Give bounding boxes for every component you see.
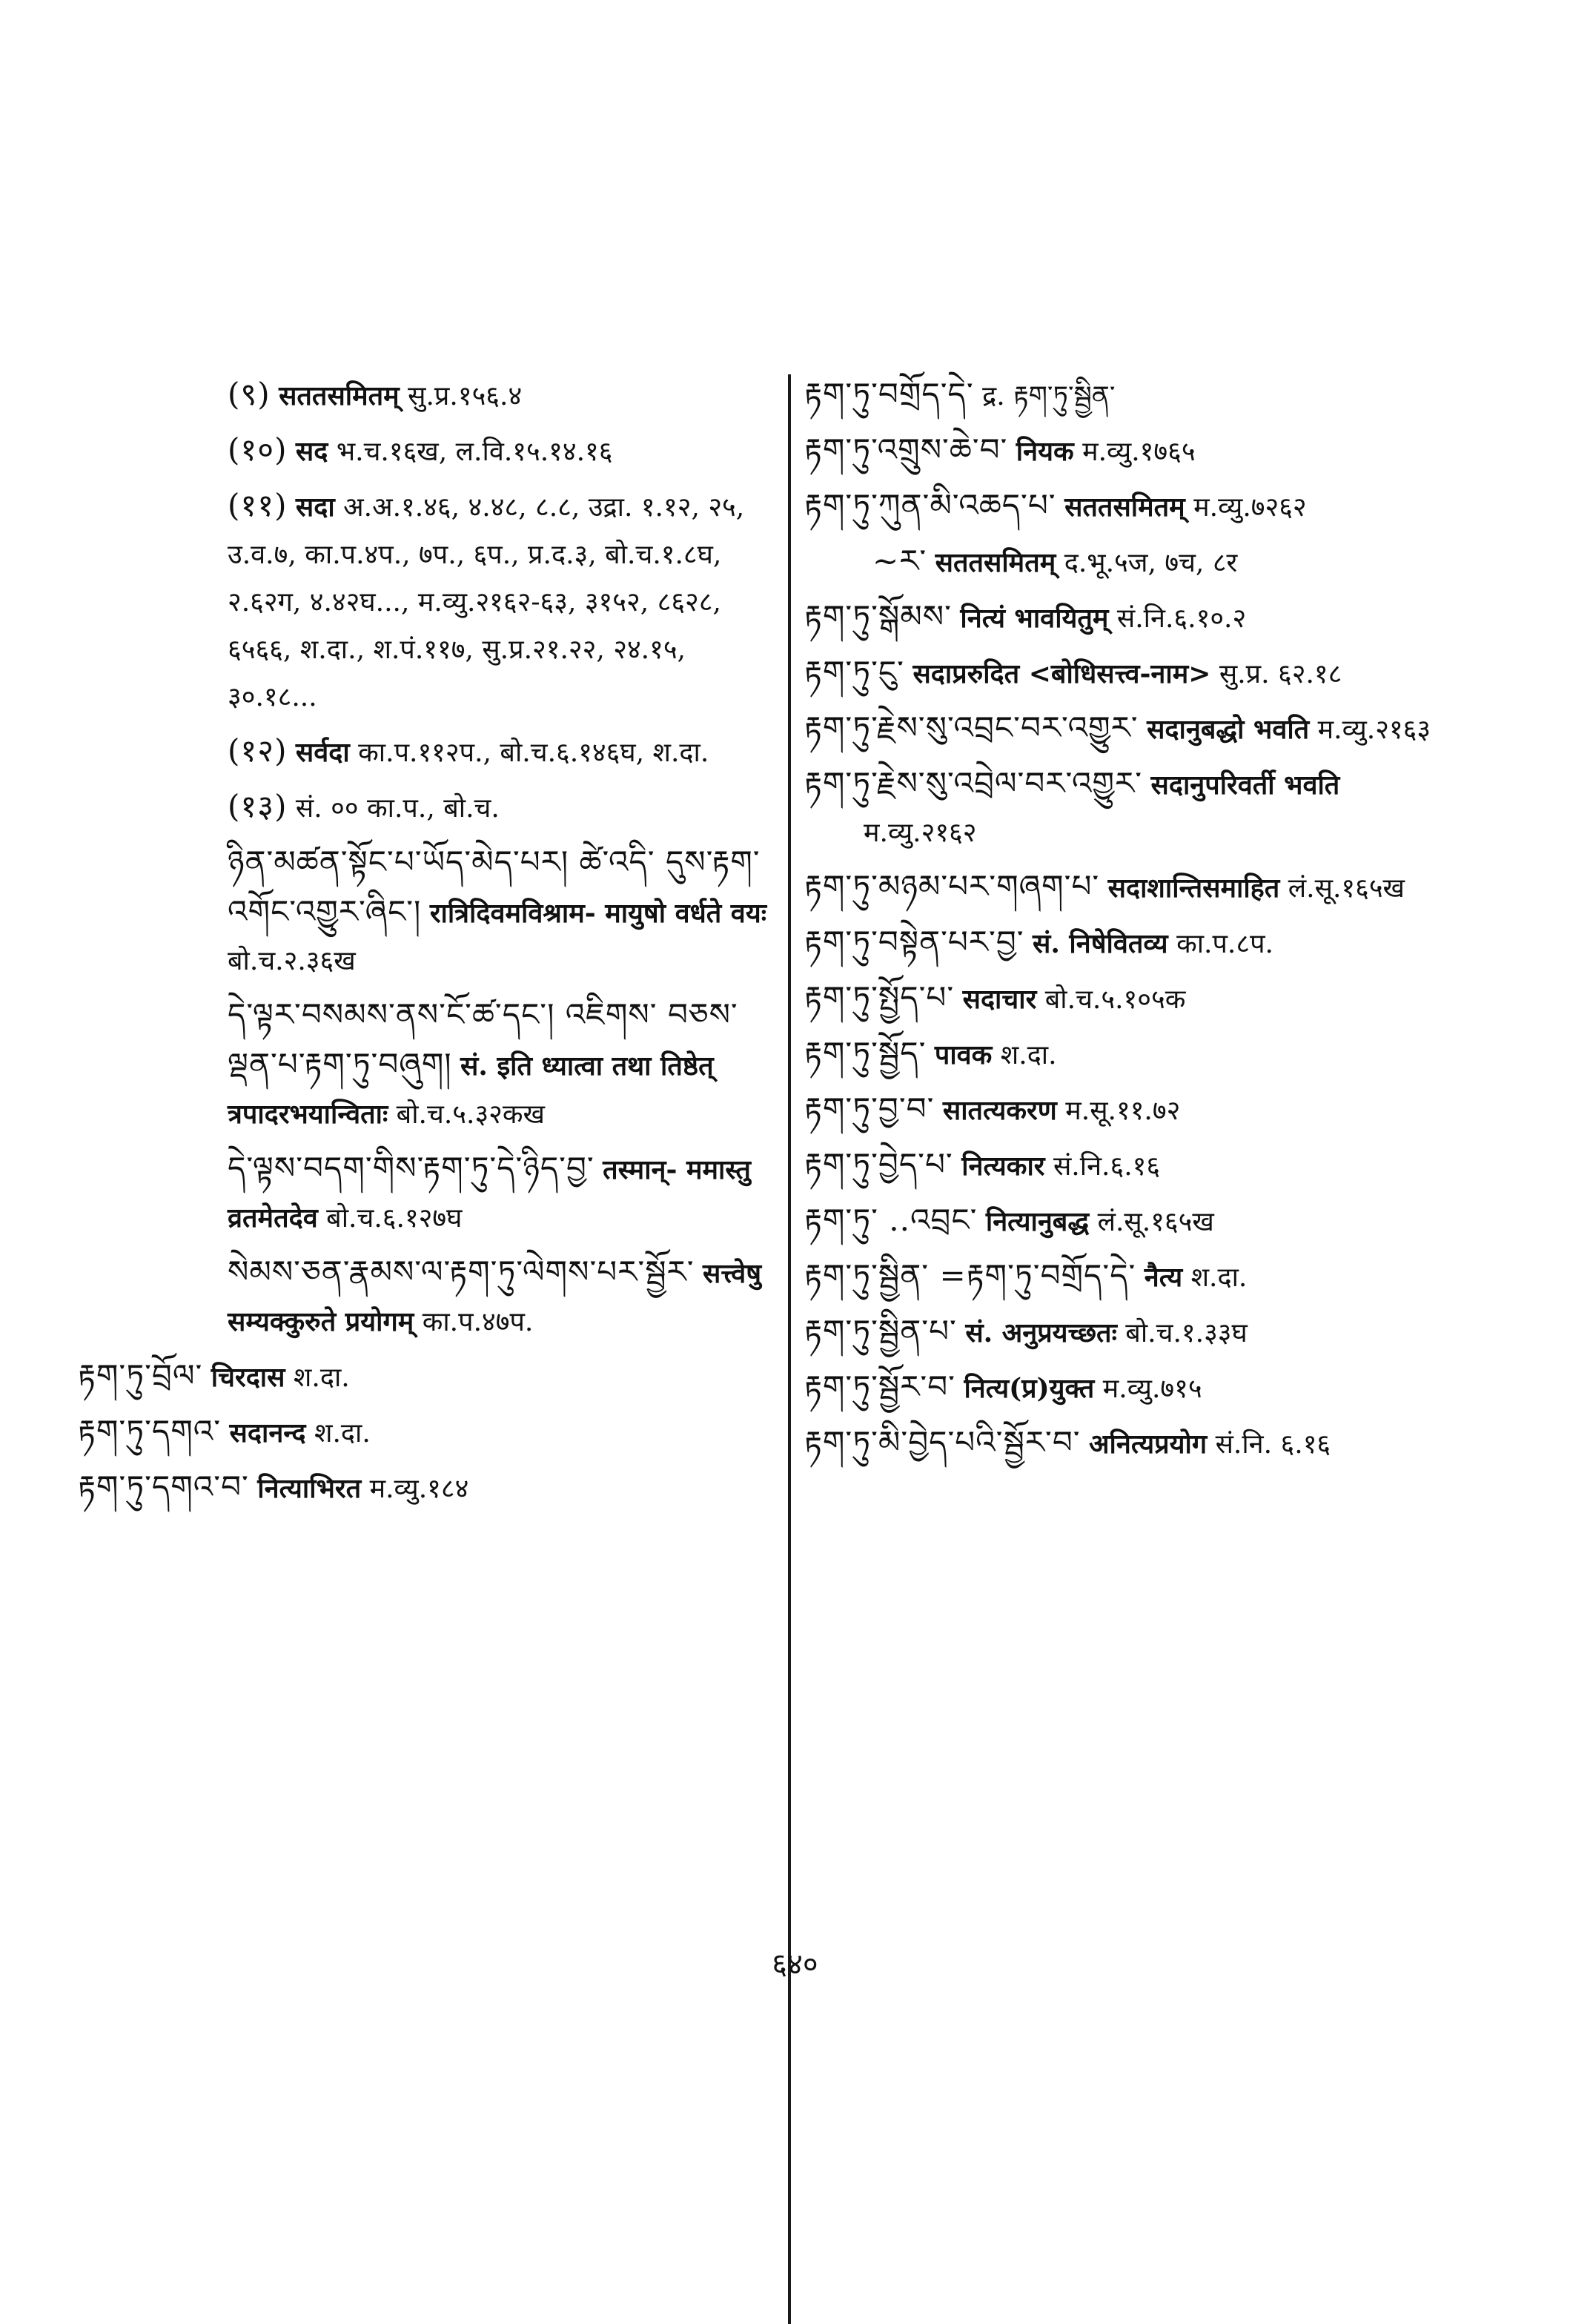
- entry: [804, 1308, 1457, 1357]
- entry: [804, 426, 1457, 476]
- left-column: [78, 371, 778, 1519]
- entry-head: རྟག་ཏུ་སྦྱིན་པ་: [804, 1313, 957, 1349]
- entry-sanskrit: सर्वदा: [295, 737, 350, 768]
- entry-head: (१३): [228, 788, 288, 824]
- entry-reference: म.सू.११.७२: [1065, 1096, 1181, 1126]
- entry-sanskrit: सदानुबद्धो भवति: [1147, 714, 1310, 745]
- right-column: [804, 371, 1457, 1474]
- entry-sanskrit: सदा: [295, 491, 335, 523]
- entry-head: ཉིན་མཚན་སྟོང་པ་ཡོད་མེད་པར། ཚེ་འདི་ དུས་རྟག་འགོང་འགྱུར་ཞིང་།: [228, 844, 761, 930]
- entry-reference: म.व्यु.२१६३: [1317, 715, 1431, 745]
- entry-head: རྟག་ཏུ་རྗེས་སུ་འབྲང་བར་འགྱུར་: [804, 709, 1139, 746]
- entry-reference: श.दा.: [1000, 1040, 1057, 1070]
- entry-reference: बो.च.५.३२कख: [396, 1099, 545, 1130]
- entry-reference: का.प.११२प., बो.च.६.१४६घ, श.दा.: [358, 738, 709, 768]
- entry-reference: अ.अ.१.४६, ४.४८, ८.८, उद्रा. १.१२, २५, उ.व.७, का.प.४प., ७प., ६प., प्र.द.३, बो.च.१.८घ, २.६२ग, ४.४२घ..., म.व्यु.२१६२-६३, ३१५२, ८६२८, ६५६६, श.दा., श.पं.११७, सु.प्र.२१.२२, २४.१५, ३०.१८...: [228, 492, 745, 712]
- entry-head: རྟག་ཏུ་སྒོམས་: [804, 598, 952, 635]
- entry-sanskrit: सं. निषेवितव्य: [1033, 928, 1168, 959]
- entry: [159, 783, 778, 832]
- entry-sanskrit: सं. इति ध्यात्वा तथा तिष्ठेत् त्रपादरभयान्विताः: [228, 1050, 714, 1130]
- page-number: ६४०: [772, 1947, 818, 1982]
- entry-sanskrit: सदाशान्तिसमाहित: [1107, 873, 1280, 904]
- entry-sanskrit: नियक: [1016, 436, 1074, 467]
- entry-reference: सु.प्र. ६२.१८: [1219, 659, 1342, 689]
- entry: [804, 1141, 1457, 1191]
- entry-head: རྟག་ཏུ་བྱ་བ་: [804, 1090, 935, 1127]
- entry-reference: सं.नि. ६.१६: [1215, 1429, 1331, 1460]
- entry-reference: सं. ०० का.प., बो.च.: [295, 793, 500, 824]
- entry: [804, 1030, 1457, 1079]
- entry-head: རྟག་ཏུ་སྦྱོར་བ་: [804, 1368, 955, 1405]
- entry: [804, 1419, 1457, 1469]
- entry-reference: लं.सू.१६५ख: [1097, 1207, 1214, 1237]
- entry-reference: लं.सू.१६५ख: [1288, 873, 1405, 904]
- entry: [78, 1463, 778, 1513]
- entry: [159, 838, 778, 985]
- entry-head: རྟག་ཏུ་མི་བྱེད་པའི་སྦྱོར་བ་: [804, 1424, 1081, 1460]
- entry-head: རྟག་ཏུ་རྗེས་སུ་འབྲེལ་བར་འགྱུར་: [804, 765, 1143, 801]
- entry-reference: श.दा.: [293, 1363, 350, 1393]
- entry-sanskrit: नित्यकार: [961, 1151, 1045, 1182]
- entry-head: (१२): [228, 732, 288, 769]
- entry-head: (११): [228, 487, 288, 523]
- entry: [159, 1248, 778, 1346]
- entry-reference: सु.प्र.१५६.४: [408, 381, 523, 411]
- entry: [159, 371, 778, 420]
- entry-head: རྟག་ཏུ་སྤྱོད་པ་: [804, 979, 955, 1016]
- entry: [804, 371, 1457, 420]
- entry-sanskrit: नित्यानुबद्ध: [985, 1206, 1090, 1237]
- entry: [159, 426, 778, 476]
- entry-sanskrit: सं. अनुप्रयच्छतः: [965, 1317, 1117, 1348]
- entry-head: རྟག་ཏུ་ ..འབྲང་: [804, 1202, 978, 1238]
- entry-head: རྟག་ཏུ་བསྟེན་པར་བྱ་: [804, 924, 1024, 960]
- entry: [159, 727, 778, 777]
- entry-reference: द.भू.५ज, ७च, ८र: [1064, 548, 1238, 578]
- entry-sanskrit: सदाचार: [962, 984, 1037, 1015]
- entry: [159, 482, 778, 721]
- entry-head: རྟག་ཏུ་བྱེད་པ་: [804, 1146, 953, 1182]
- entry-sanskrit: सातत्यकरण: [942, 1095, 1057, 1126]
- entry-sanskrit: सदानुपरिवर्ती भवति: [1150, 769, 1340, 801]
- entry-head: རྟག་ཏུ་དགའ་: [78, 1413, 222, 1449]
- entry: [804, 974, 1457, 1024]
- entry-sanskrit: सततसमितम्: [279, 380, 400, 411]
- entry-head: (९): [228, 376, 271, 412]
- entry-reference: म.व्यु.२१६२: [864, 818, 977, 848]
- entry: [804, 1085, 1457, 1135]
- entry: [159, 1145, 778, 1242]
- entry: [804, 482, 1457, 532]
- entry-sanskrit: नित्याभिरत: [257, 1473, 362, 1504]
- entry-head: རྟག་ཏུ་སྦྱིན་ =རྟག་ཏུ་བགྲོད་དེ་: [804, 1257, 1136, 1294]
- entry-head: དེ་ལྟར་བསམས་ནས་ངོ་ཚ་དང་། འཇིགས་ བཅས་ལྡན་པ་རྟག་ཏུ་བཞུག།: [228, 996, 738, 1082]
- entry: [78, 1352, 778, 1402]
- entry-sanskrit: सदाप्ररुदित <बोधिसत्त्व-नाम>: [912, 658, 1211, 689]
- column-divider: [788, 374, 791, 2324]
- entry-head: རྟག་ཏུ་སྦྱོད་: [804, 1035, 927, 1071]
- entry-reference: म.व्यु.७१५: [1102, 1374, 1202, 1404]
- entry-head: རྟག་ཏུ་བྲོལ་: [78, 1357, 203, 1394]
- entry-head: རྟག་ཏུ་འགྲུས་ཆེ་བ་: [804, 431, 1008, 468]
- entry-reference: म.व्यु.१८४: [369, 1474, 469, 1504]
- entry-sanskrit: तस्मान्- ममास्तु व्रतमेतदेव: [228, 1154, 751, 1234]
- entry-sanskrit: पावक: [934, 1039, 993, 1070]
- entry-head: རྟག་ཏུ་ཀུན་མི་འཆད་པ་: [804, 487, 1056, 523]
- entry-sanskrit: सदानन्द: [229, 1417, 306, 1449]
- entry-sanskrit: सततसमितम्: [1064, 491, 1185, 523]
- entry-reference: सं.नि.६.१६: [1053, 1151, 1161, 1182]
- entry-reference: श.दा.: [1190, 1262, 1248, 1293]
- entry-head: (१०): [228, 431, 288, 468]
- entry: [804, 1363, 1457, 1413]
- entry-head: རྟག་ཏུ་མཉམ་པར་གཞག་པ་: [804, 868, 1100, 904]
- entry-sanskrit: रात्रिदिवमविश्राम- मायुषो वर्धते वयः: [429, 898, 766, 929]
- entry-reference: का.प.४७प.: [422, 1307, 534, 1337]
- entry: [804, 760, 1457, 857]
- entry: [804, 704, 1457, 754]
- entry: [804, 537, 1457, 587]
- entry-reference: श.दा.: [314, 1418, 371, 1449]
- entry: [804, 863, 1457, 913]
- entry-head: རྟག་ཏུ་ངུ་: [804, 654, 904, 690]
- entry: [804, 593, 1457, 643]
- entry-head: རྟག་ཏུ་བགྲོད་དེ་: [804, 376, 974, 412]
- entry-head: རྟག་ཏུ་དགའ་བ་: [78, 1469, 249, 1505]
- entry-head: སེམས་ཅན་རྣམས་ལ་རྟག་ཏུ་ལེགས་པར་སྦྱོར་: [228, 1254, 695, 1290]
- entry-sanskrit: सद: [295, 436, 328, 467]
- entry-reference: बो.च.६.१२७घ: [326, 1203, 463, 1234]
- entry-reference: बो.च.२.३६ख: [228, 946, 356, 976]
- entry: [804, 918, 1457, 968]
- entry-sanskrit: नित्य(प्र)युक्त: [964, 1373, 1095, 1404]
- entry: [78, 1408, 778, 1457]
- entry: [804, 649, 1457, 698]
- entry-reference: बो.च.१.३३घ: [1125, 1318, 1248, 1348]
- entry-reference: म.व्यु.१७६५: [1082, 437, 1196, 467]
- entry-reference: बो.च.५.१०५क: [1044, 984, 1186, 1015]
- entry-reference: भ.च.१६ख, ल.वि.१५.१४.१६: [336, 437, 613, 467]
- entry-sanskrit: चिरदास: [211, 1362, 285, 1393]
- entry: [804, 1252, 1457, 1302]
- entry-reference: द्र. རྟག་ཏུ་སྦྱིན་: [982, 381, 1116, 411]
- entry-sanskrit: सत्त्वेषु सम्यक्कुरुते प्रयोगम्: [228, 1258, 762, 1337]
- entry-sanskrit: सततसमितम्: [935, 547, 1056, 578]
- entry-head: ~ར་: [872, 543, 927, 579]
- entry: [804, 1196, 1457, 1246]
- entry-sanskrit: नैत्य: [1144, 1262, 1183, 1293]
- entry: [159, 991, 778, 1139]
- entry-reference: म.व्यु.७२६२: [1193, 492, 1307, 523]
- entry-head: དེ་ལྟས་བདག་གིས་རྟག་ཏུ་དེ་ཉིད་བྱ་: [228, 1150, 594, 1186]
- entry-reference: सं.नि.६.१०.२: [1116, 603, 1247, 634]
- entry-sanskrit: अनित्यप्रयोग: [1089, 1429, 1208, 1460]
- entry-reference: का.प.८प.: [1176, 929, 1273, 959]
- entry-sanskrit: नित्यं भावयितुम्: [960, 603, 1109, 634]
